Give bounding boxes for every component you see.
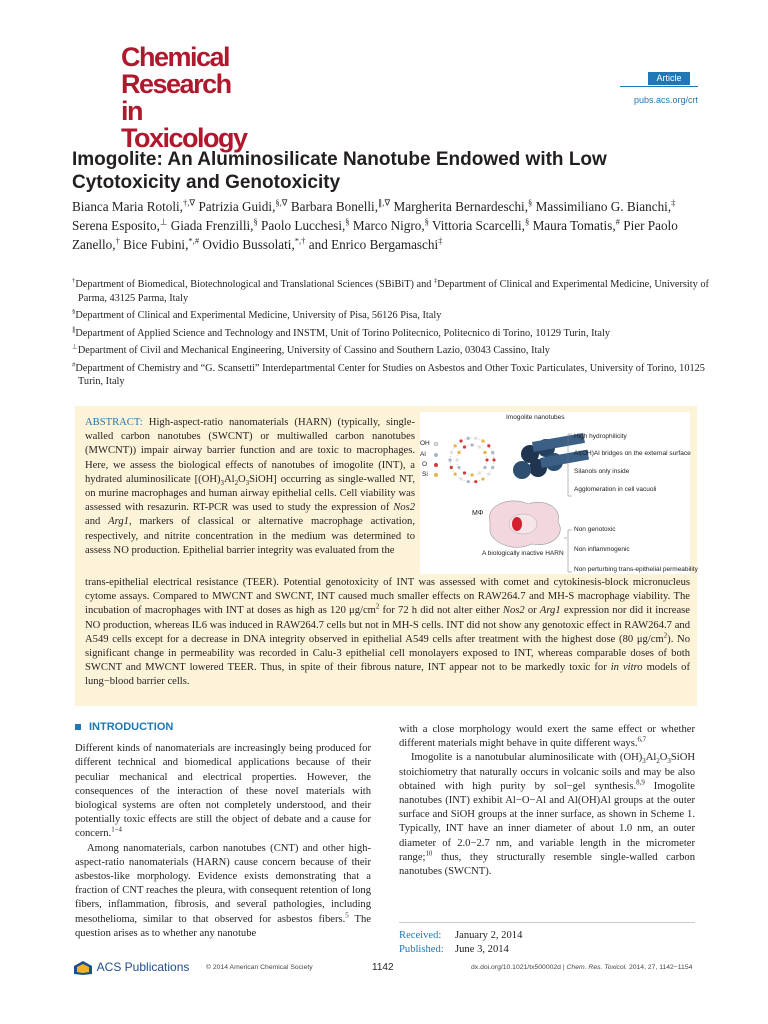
atom-dot [487, 444, 490, 447]
atom-dot [470, 473, 473, 476]
page-number: 1142 [372, 962, 394, 973]
atom-dot [457, 466, 460, 469]
affiliation: ∥Department of Applied Science and Technology and INSTM, Unit of Torino Politecnico, Politecnico di Torino, 10129 Turin, Italy [72, 326, 610, 339]
publisher-name: ACS Publications [96, 960, 190, 975]
toc-property: Silanols only inside [574, 468, 630, 475]
abstract-text-part1 [85, 416, 415, 558]
atom-dot [474, 480, 477, 483]
atom-dot [474, 437, 477, 440]
abstract-body-2: trans-epithelial electrical resistance (TEER). Potential genotoxicity of INT was assessed with comet and cytokinesis-block micronucleus cytome assays. Compared to MWCNT and SWCNT, INT caused much smaller effects on RAW264.7 and MH-S macrophage viability. The incubation of macrophages with INT at doses as high as 120 $\mu g/cm^2$ for 72 h did not alter either Nos2 or Arg1 expression nor did it increase NO production, whereas IL6 was induced in RAW264.7 cells but not in MH-S cells. INT did not show any genotoxic effect in RAW264.7 and A549 cells except for a decrease in DNA integrity observed in epithelial A549 cells after treatment with the highest dose (80 $\mu g/cm^2$). No significant change in permeability was recorded in Calu-3 epithelial cell monolayers exposed to INT, whereas comparable doses of both SWCNT and MWCNT lowered TEER. Thus, in spite of their fibrous nature, INT appear not to be markedly toxic for in vitro models of lung−blood barrier cells. [85, 577, 691, 688]
nanotube-cross-section-icon [448, 437, 495, 484]
article-type-badge: Article [648, 72, 690, 85]
affiliations [72, 278, 712, 393]
affiliation: ⊥Department of Civil and Mechanical Engineering, University of Cassino and Southern Lazio, 03043 Cassino, Italy [72, 343, 550, 356]
article-title: Imogolite: An Aluminosilicate Nanotube Endowed with Low Cytotoxicity and Genotoxicity [72, 149, 607, 193]
paragraph: with a close morphology would exert the same effect or whether different materials might behave in quite different ways.$^{6,7}$ [399, 724, 695, 750]
atom-dot [467, 437, 470, 440]
logo-line-1: Chemical [121, 42, 230, 72]
toc-effect: Non genotoxic [574, 526, 616, 533]
paragraph: Different kinds of nanomaterials are increasingly being produced for different technical and biomedical applications because of their peculiar mechanical and electrical properties. However, the consequences of the interaction of these novel materials with biological systems are often not completely understood, and their potentially toxic effects are still the object of debate and a cause for concern.$^{1-4}$ [75, 743, 371, 840]
legend-si: Si [422, 471, 428, 478]
header-rule [620, 86, 698, 87]
toc-caption: A biologically inactive HARN [482, 550, 564, 557]
atom-dot [478, 445, 481, 448]
toc-property: High hydrophilicity [574, 433, 627, 440]
atom-legend [434, 442, 438, 477]
toc-effect: Non inflammogenic [574, 546, 630, 553]
atom-dot [450, 466, 453, 469]
affiliation: †Department of Biomedical, Biotechnological and Translational Sciences (SBiBiT) and ‡Department of Clinical and Experimental Medicine, University of Parma, 43125 Parma, Italy [72, 277, 709, 304]
logo-line-3: Toxicology [121, 123, 247, 153]
atom-dot [470, 443, 473, 446]
affiliation: §Department of Clinical and Experimental Medicine, University of Pisa, 56126 Pisa, Italy [72, 308, 442, 321]
legend-al: Al [420, 451, 426, 458]
macrophage-cell-icon [489, 501, 560, 547]
legend-oh: OH [420, 440, 430, 447]
published-date: June 3, 2014 [455, 944, 509, 955]
atom-dot [481, 477, 484, 480]
atom-dot [483, 466, 486, 469]
atom-dot [491, 451, 494, 454]
section-square-icon [75, 724, 81, 730]
section-heading-introduction [75, 720, 371, 734]
doi-citation-link[interactable]: dx.doi.org/10.1021/tx500002d | Chem. Res. Toxicol. 2014, 27, 1142−1154 [471, 964, 693, 971]
abstract-body-1: High-aspect-ratio nanomaterials (HARN) (typically, single-walled carbon nanotubes (SWCNT) or multiwalled carbon nanotubes (MWCNT)) impair airway barrier function and are toxic to macrophages. Here, we assess the biological effects of nanotubes of imogolite (INT), a hydrated aluminosilicate $[(OH)_3Al_2O_3SiOH]$ occurring as single-walled NT, on murine macrophages and human airway epithelial cells. Cell viability was assessed with resazurin. RT-PCR was used to study the expression of Nos2 and Arg1, markers of classical or alternative macrophage activation, respectively, and nitrite concentration in the medium was determined to assess NO production. Epithelial barrier integrity was evaluated from the [85, 417, 415, 556]
atom-dot [459, 477, 462, 480]
acs-publications-logo[interactable] [72, 960, 189, 976]
author-list: Bianca Maria Rotoli,†,∇ Patrizia Guidi,§,∇ Barbara Bonelli,∥,∇ Margherita Bernardeschi,§ Massimiliano G. Bianchi,‡ Serena Esposito,⊥ Giada Frenzilli,§ Paolo Lucchesi,§ Marco Nigro,§ Vittoria Scarcelli,§ Maura Tomatis,# Pier Paolo Zanello,† Bice Fubini,*,# Ovidio Bussolati,*,† and Enrico Bergamaschi‡ [72, 197, 678, 252]
toc-graphic [420, 412, 698, 574]
atom-dot [463, 471, 466, 474]
atom-dot [459, 439, 462, 442]
atom-dot [487, 473, 490, 476]
atom-dot [483, 451, 486, 454]
right-column [399, 723, 695, 879]
atom-dot [454, 473, 457, 476]
legend-o: O [422, 461, 428, 468]
logo-line-2: Research in [121, 69, 231, 126]
macrophage-label: MΦ [472, 510, 484, 517]
article-dates [399, 922, 695, 957]
abstract-label: ABSTRACT: [85, 417, 143, 428]
atom-dot [485, 458, 488, 461]
left-column [75, 720, 371, 941]
copyright-notice: © 2014 American Chemical Society [206, 964, 313, 971]
toc-property: Al(OH)Al bridges on the external surface [574, 450, 691, 457]
atom-dot [450, 451, 453, 454]
atom-dot [467, 480, 470, 483]
atom-dot [478, 471, 481, 474]
toc-title: Imogolite nanotubes [506, 414, 565, 421]
atom-dot [491, 466, 494, 469]
page-footer [0, 960, 768, 980]
section-heading-text: INTRODUCTION [89, 721, 174, 733]
toc-effect: Non perturbing trans-epithelial permeability [574, 566, 698, 573]
atom-dot [492, 458, 495, 461]
abstract-box [75, 406, 697, 706]
affiliation: #Department of Chemistry and “G. Scansetti” Interdepartmental Center for Studies on Asbestos and Other Toxic Particulates, University of Torino, 10125 Turin, Italy [72, 361, 705, 387]
atom-dot [481, 439, 484, 442]
atom-dot [457, 451, 460, 454]
journal-logo [121, 44, 251, 152]
published-label: Published: [399, 944, 444, 955]
atom-dot [448, 458, 451, 461]
journal-url-link[interactable]: pubs.acs.org/crt [633, 95, 698, 105]
atom-dot [463, 445, 466, 448]
acs-hexagon-icon [72, 960, 94, 976]
paragraph: Imogolite is a nanotubular aluminosilicate with $(OH)_3Al_2O_3SiOH$ stoichiometry that naturally occurs in volcanic soils and may be also obtained with high purity by sol−gel synthesis.$^{8,9}$ Imogolite nanotubes (INT) exhibit Al−O−Al and Al(OH)Al groups at the outer surface and SiOH groups at the inner surface, as shown in Scheme 1. Typically, INT have an inner diameter of about 1.0 nm, an outer diameter of 2.0−2.7 nm, and variable length in the micrometer range;$^{10}$ thus, they structurally resemble single-walled carbon nanotubes (SWCNT). [399, 752, 695, 878]
atom-dot [454, 444, 457, 447]
received-date: January 2, 2014 [455, 930, 523, 941]
atom-dot [455, 458, 458, 461]
paragraph: Among nanomaterials, carbon nanotubes (CNT) and other high-aspect-ratio nanomaterials (HARN) cause concern because of their asbestos-like morphology. Evidence exists demonstrating that a fraction of CNT reaches the pleura, with consequent retention of long fibers, inflammation, fibrosis, and several pathologies, including mesothelioma, similar to that observed for asbestos fibers.$^5$ The question arises as to whether any nanotube [75, 842, 371, 939]
received-label: Received: [399, 930, 442, 941]
toc-property: Agglomeration in cell vacuoli [574, 486, 657, 493]
